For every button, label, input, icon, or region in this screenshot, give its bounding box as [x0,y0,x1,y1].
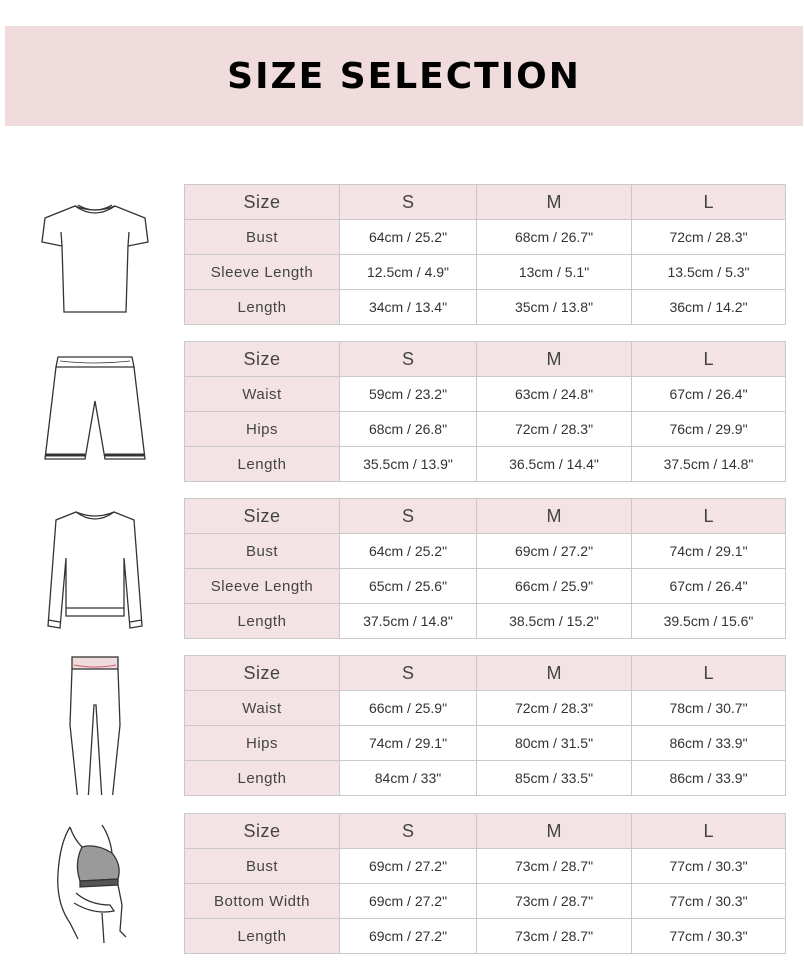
header-banner [5,26,803,126]
table-cell: 12.5cm / 4.9" [340,255,477,290]
table-header-row [185,342,786,377]
size-table-sports-bra [184,813,786,954]
table-cell: 86cm / 33.9" [632,761,786,796]
row-label: Bust [185,220,340,255]
table-cell: 69cm / 27.2" [340,884,477,919]
size-block-leggings [0,655,804,795]
table-cell: 37.5cm / 14.8" [632,447,786,482]
table-header-row [185,656,786,691]
table-header-row [185,185,786,220]
header-cell: S [340,342,477,377]
header-cell: S [340,185,477,220]
table-header-row [185,814,786,849]
row-label: Hips [185,412,340,447]
table-cell: 35cm / 13.8" [477,290,632,325]
row-label: Length [185,761,340,796]
table-row [185,447,786,482]
row-label: Bottom Width [185,884,340,919]
table-cell: 38.5cm / 15.2" [477,604,632,639]
row-label: Length [185,604,340,639]
table-cell: 13.5cm / 5.3" [632,255,786,290]
header-cell: M [477,499,632,534]
table-cell: 13cm / 5.1" [477,255,632,290]
table-cell: 72cm / 28.3" [477,412,632,447]
table-row [185,761,786,796]
table-cell: 59cm / 23.2" [340,377,477,412]
size-table-shorts [184,341,786,482]
row-label: Sleeve Length [185,569,340,604]
size-block-tshirt [0,184,804,324]
table-cell: 36cm / 14.2" [632,290,786,325]
table-cell: 76cm / 29.9" [632,412,786,447]
table-row [185,220,786,255]
table-row [185,255,786,290]
table-cell: 69cm / 27.2" [477,534,632,569]
table-row [185,604,786,639]
table-cell: 37.5cm / 14.8" [340,604,477,639]
header-cell: S [340,814,477,849]
header-cell: L [632,499,786,534]
table-cell: 73cm / 28.7" [477,849,632,884]
table-row [185,691,786,726]
row-label: Waist [185,691,340,726]
size-block-sports-bra [0,813,804,953]
table-cell: 77cm / 30.3" [632,849,786,884]
table-cell: 35.5cm / 13.9" [340,447,477,482]
table-cell: 78cm / 30.7" [632,691,786,726]
row-label: Bust [185,534,340,569]
header-cell: Size [185,499,340,534]
table-row [185,290,786,325]
table-cell: 72cm / 28.3" [477,691,632,726]
header-cell: M [477,656,632,691]
table-cell: 39.5cm / 15.6" [632,604,786,639]
sports-bra-icon [30,813,160,953]
table-row [185,534,786,569]
table-cell: 73cm / 28.7" [477,884,632,919]
header-cell: S [340,656,477,691]
header-cell: L [632,185,786,220]
table-cell: 64cm / 25.2" [340,534,477,569]
table-cell: 84cm / 33" [340,761,477,796]
table-row [185,919,786,954]
size-table-tshirt [184,184,786,325]
header-cell: M [477,185,632,220]
row-label: Length [185,919,340,954]
header-cell: M [477,814,632,849]
table-cell: 77cm / 30.3" [632,919,786,954]
table-cell: 72cm / 28.3" [632,220,786,255]
header-cell: Size [185,185,340,220]
table-cell: 67cm / 26.4" [632,377,786,412]
table-row [185,726,786,761]
header-cell: L [632,814,786,849]
table-cell: 86cm / 33.9" [632,726,786,761]
row-label: Length [185,447,340,482]
size-table-long-sleeve [184,498,786,639]
shorts-icon [30,341,160,481]
leggings-icon [30,655,160,795]
header-cell: L [632,342,786,377]
table-row [185,884,786,919]
table-cell: 64cm / 25.2" [340,220,477,255]
table-row [185,412,786,447]
table-row [185,377,786,412]
table-cell: 63cm / 24.8" [477,377,632,412]
table-cell: 66cm / 25.9" [340,691,477,726]
table-cell: 67cm / 26.4" [632,569,786,604]
header-cell: Size [185,656,340,691]
header-cell: S [340,499,477,534]
row-label: Bust [185,849,340,884]
table-cell: 74cm / 29.1" [632,534,786,569]
row-label: Hips [185,726,340,761]
header-cell: M [477,342,632,377]
table-row [185,569,786,604]
size-block-shorts [0,341,804,481]
size-table-leggings [184,655,786,796]
table-cell: 77cm / 30.3" [632,884,786,919]
row-label: Waist [185,377,340,412]
table-cell: 80cm / 31.5" [477,726,632,761]
table-cell: 68cm / 26.8" [340,412,477,447]
header-cell: L [632,656,786,691]
table-cell: 69cm / 27.2" [340,849,477,884]
page-title: SIZE SELECTION [227,55,581,97]
table-cell: 34cm / 13.4" [340,290,477,325]
header-cell: Size [185,814,340,849]
size-block-long-sleeve [0,498,804,638]
table-cell: 74cm / 29.1" [340,726,477,761]
table-cell: 68cm / 26.7" [477,220,632,255]
table-cell: 66cm / 25.9" [477,569,632,604]
header-cell: Size [185,342,340,377]
table-header-row [185,499,786,534]
table-cell: 73cm / 28.7" [477,919,632,954]
row-label: Length [185,290,340,325]
table-row [185,849,786,884]
row-label: Sleeve Length [185,255,340,290]
long-sleeve-top-icon [30,498,160,638]
table-cell: 36.5cm / 14.4" [477,447,632,482]
table-cell: 69cm / 27.2" [340,919,477,954]
table-cell: 85cm / 33.5" [477,761,632,796]
tshirt-icon [30,184,160,324]
table-cell: 65cm / 25.6" [340,569,477,604]
